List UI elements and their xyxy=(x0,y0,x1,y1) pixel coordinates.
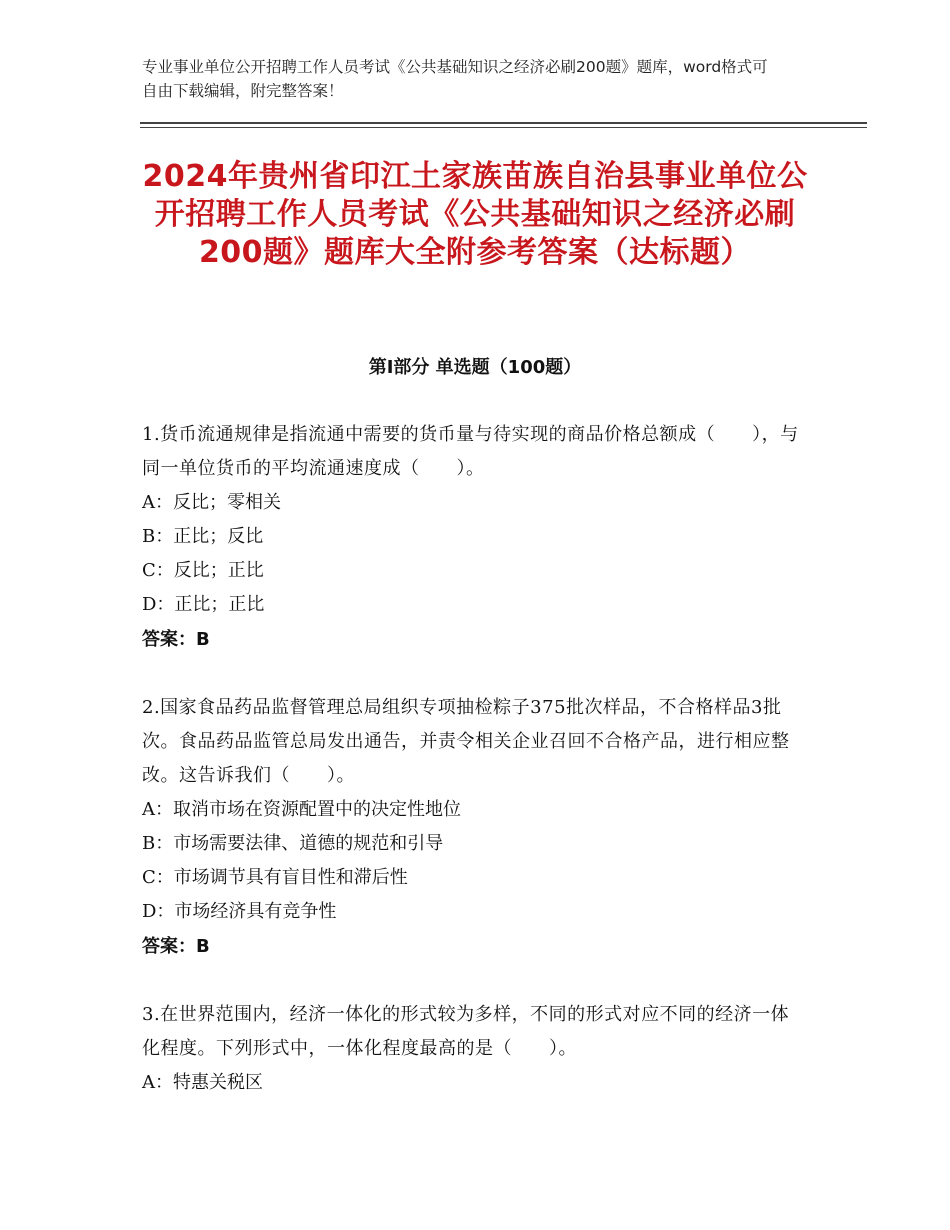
section-heading: 第Ⅰ部分 单选题（100题） xyxy=(368,357,582,378)
answer: 答案：B xyxy=(142,629,210,650)
question-2 xyxy=(142,691,802,965)
document-title: 2024年贵州省印江土家族苗族自治县事业单位公开招聘工作人员考试《公共基础知识之经济必刷200题》题库大全附参考答案（达标题） xyxy=(142,159,808,270)
option-c: C：反比；正比 xyxy=(142,560,264,581)
option-a: A：取消市场在资源配置中的决定性地位 xyxy=(142,799,461,820)
header-rule-thick xyxy=(140,122,867,124)
option-d: D：市场经济具有竞争性 xyxy=(142,901,337,922)
header-rule-thin xyxy=(140,127,867,128)
answer: 答案：B xyxy=(142,936,210,957)
question-3 xyxy=(142,998,802,1100)
question-1 xyxy=(142,418,802,658)
question-stem: 1.货币流通规律是指流通中需要的货币量与待实现的商品价格总额成（ ），与同一单位货币的平均流通速度成（ ）。 xyxy=(142,424,799,479)
option-a: A：特惠关税区 xyxy=(142,1072,263,1093)
option-b: B：市场需要法律、道德的规范和引导 xyxy=(142,833,444,854)
option-d: D：正比；正比 xyxy=(142,594,265,615)
option-b: B：正比；反比 xyxy=(142,526,264,547)
question-stem: 2.国家食品药品监督管理总局组织专项抽检粽子375批次样品，不合格样品3批次。食品药品监管总局发出通告，并责令相关企业召回不合格产品，进行相应整改。这告诉我们（ ）。 xyxy=(142,697,790,786)
page-header: 专业事业单位公开招聘工作人员考试《公共基础知识之经济必刷200题》题库，word格式可自由下载编辑，附完整答案！ xyxy=(142,58,768,100)
option-a: A：反比；零相关 xyxy=(142,492,281,513)
option-c: C：市场调节具有盲目性和滞后性 xyxy=(142,867,408,888)
question-stem: 3.在世界范围内，经济一体化的形式较为多样，不同的形式对应不同的经济一体化程度。下列形式中，一体化程度最高的是（ ）。 xyxy=(142,1004,790,1059)
